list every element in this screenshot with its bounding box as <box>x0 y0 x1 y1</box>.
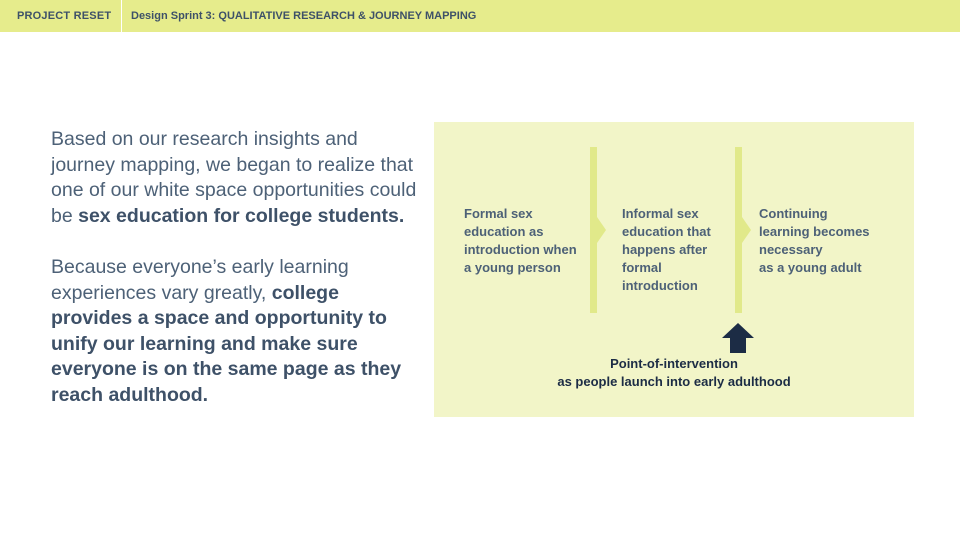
chevron-divider-icon <box>590 147 606 313</box>
intervention-caption: as people launch into early adulthood <box>557 374 791 389</box>
slide-subtitle: Design Sprint 3: QUALITATIVE RESEARCH & JOURNEY MAPPING <box>131 10 477 22</box>
arrow-up-icon <box>722 323 754 353</box>
journey-panel <box>434 122 914 417</box>
body-text <box>51 127 421 409</box>
brand-label: PROJECT RESET <box>17 10 112 22</box>
intervention-title: Point-of-intervention <box>610 356 738 371</box>
paragraph-2-highlight: college provides a space and opportunity to unify our learning and make sure everyone is on the same page as they reach adulthood. <box>51 281 402 406</box>
point-of-intervention <box>434 355 914 391</box>
paragraph-2 <box>51 255 421 409</box>
header-divider <box>121 0 122 32</box>
paragraph-1-text: Based on our research insights and journey mapping, we began to realize that one of our white space opportunities could be <box>51 128 417 227</box>
journey-stage-informal: Informal sex education that happens after formal introduction <box>622 206 711 293</box>
journey-stage-formal: Formal sex education as introduction when a young person <box>464 206 577 275</box>
paragraph-2-text: Because everyone’s early learning experiences vary greatly, <box>51 255 349 304</box>
journey-stage-continuing: Continuing learning becomes necessary as a young adult <box>759 206 870 275</box>
chevron-divider-icon <box>735 147 751 313</box>
paragraph-1 <box>51 127 421 229</box>
paragraph-1-highlight: sex education for college students. <box>78 204 405 227</box>
top-bar <box>0 0 960 32</box>
